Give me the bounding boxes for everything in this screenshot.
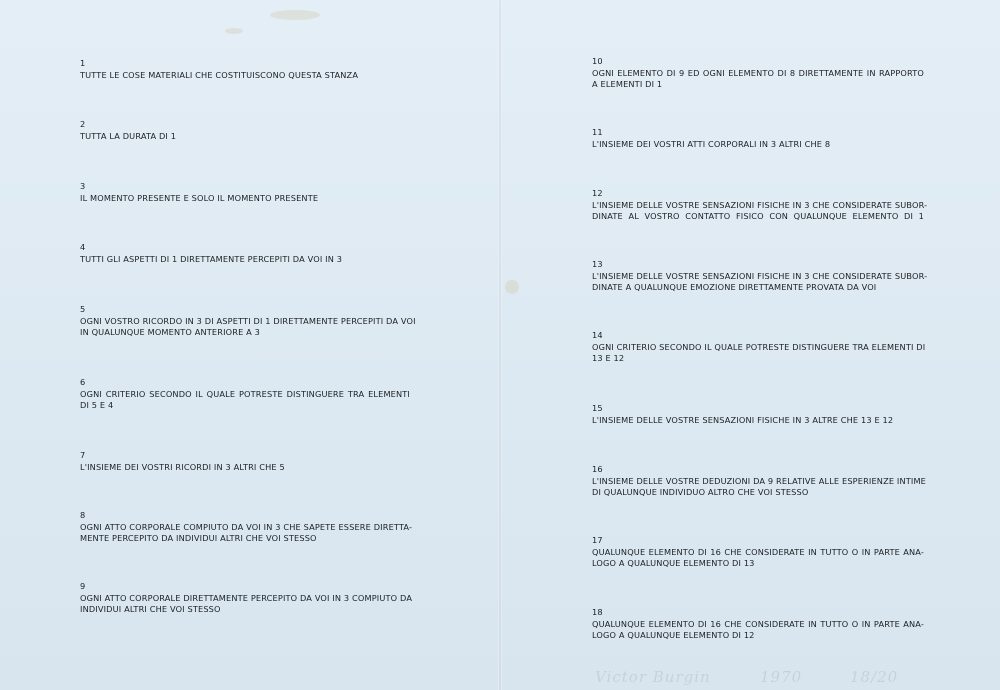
list-item <box>80 181 410 204</box>
list-item <box>592 535 924 570</box>
list-item <box>80 581 413 616</box>
item-line: L'INSIEME DEI VOSTRI RICORDI IN 3 ALTRI CHE 5 <box>80 462 285 473</box>
item-number: 6 <box>80 377 86 387</box>
list-item <box>592 464 927 499</box>
item-line: L'INSIEME DELLE VOSTRE SENSAZIONI FISICHE IN 3 CHE CONSIDERATE SUBOR- <box>592 200 928 211</box>
item-line: 13 E 12 <box>592 353 625 364</box>
item-number: 12 <box>592 188 603 198</box>
list-item <box>592 607 924 642</box>
item-line: A ELEMENTI DI 1 <box>592 79 663 90</box>
item-number: 14 <box>592 330 603 340</box>
list-item <box>80 304 416 339</box>
item-line: OGNI CRITERIO SECONDO IL QUALE POTRESTE DISTINGUERE TRA ELEMENTI <box>80 389 410 400</box>
item-number: 9 <box>80 581 86 591</box>
edition-number: 18/20 <box>850 668 899 686</box>
list-item <box>80 377 410 412</box>
item-line: MENTE PERCEPITO DA INDIVIDUI ALTRI CHE VOI STESSO <box>80 533 317 544</box>
list-item <box>592 259 928 294</box>
item-line: L'INSIEME DEI VOSTRI ATTI CORPORALI IN 3 ALTRI CHE 8 <box>592 139 831 150</box>
item-line: LOGO A QUALUNQUE ELEMENTO DI 13 <box>592 558 755 569</box>
list-item <box>592 56 924 91</box>
item-line: QUALUNQUE ELEMENTO DI 16 CHE CONSIDERATE IN TUTTO O IN PARTE ANA- <box>592 619 924 630</box>
item-number: 4 <box>80 242 86 252</box>
list-item <box>80 119 410 142</box>
item-line: OGNI VOSTRO RICORDO IN 3 DI ASPETTI DI 1 DIRETTAMENTE PERCEPITI DA VOI <box>80 316 416 327</box>
list-item <box>80 58 410 81</box>
item-line: DI 5 E 4 <box>80 400 114 411</box>
item-line: TUTTE LE COSE MATERIALI CHE COSTITUISCONO QUESTA STANZA <box>80 70 359 81</box>
item-line: TUTTI GLI ASPETTI DI 1 DIRETTAMENTE PERCEPITI DA VOI IN 3 <box>80 254 343 265</box>
item-number: 2 <box>80 119 86 129</box>
item-number: 8 <box>80 510 86 520</box>
item-line: DI QUALUNQUE INDIVIDUO ALTRO CHE VOI STESSO <box>592 487 809 498</box>
list-item <box>592 330 924 365</box>
item-line: OGNI ELEMENTO DI 9 ED OGNI ELEMENTO DI 8 DIRETTAMENTE IN RAPPORTO <box>592 68 924 79</box>
list-item <box>80 450 410 473</box>
left-page <box>0 0 498 690</box>
item-line: OGNI ATTO CORPORALE DIRETTAMENTE PERCEPITO DA VOI IN 3 COMPIUTO DA <box>80 593 413 604</box>
item-number: 1 <box>80 58 86 68</box>
item-number: 7 <box>80 450 86 460</box>
item-number: 13 <box>592 259 603 269</box>
list-item <box>592 188 928 223</box>
item-line: IL MOMENTO PRESENTE E SOLO IL MOMENTO PRESENTE <box>80 193 319 204</box>
item-line: IN QUALUNQUE MOMENTO ANTERIORE A 3 <box>80 327 261 338</box>
item-line: DINATE AL VOSTRO CONTATTO FISICO CON QUALUNQUE ELEMENTO DI 1 <box>592 211 924 222</box>
item-number: 3 <box>80 181 86 191</box>
artist-signature: Victor Burgin <box>595 668 711 686</box>
signature-year: 1970 <box>760 668 803 686</box>
item-line: L'INSIEME DELLE VOSTRE DEDUZIONI DA 9 RELATIVE ALLE ESPERIENZE INTIME <box>592 476 927 487</box>
item-line: QUALUNQUE ELEMENTO DI 16 CHE CONSIDERATE IN TUTTO O IN PARTE ANA- <box>592 547 924 558</box>
item-number: 18 <box>592 607 603 617</box>
item-number: 5 <box>80 304 86 314</box>
item-line: INDIVIDUI ALTRI CHE VOI STESSO <box>80 604 221 615</box>
item-line: OGNI ATTO CORPORALE COMPIUTO DA VOI IN 3 CHE SAPETE ESSERE DIRETTA- <box>80 522 413 533</box>
list-item <box>80 510 413 545</box>
list-item <box>592 127 924 150</box>
list-item <box>80 242 410 265</box>
item-line: LOGO A QUALUNQUE ELEMENTO DI 12 <box>592 630 755 641</box>
item-line: L'INSIEME DELLE VOSTRE SENSAZIONI FISICHE IN 3 ALTRE CHE 13 E 12 <box>592 415 894 426</box>
item-number: 10 <box>592 56 603 66</box>
item-line: TUTTA LA DURATA DI 1 <box>80 131 177 142</box>
right-page <box>502 0 1000 690</box>
item-number: 11 <box>592 127 603 137</box>
item-number: 16 <box>592 464 603 474</box>
item-line: OGNI CRITERIO SECONDO IL QUALE POTRESTE DISTINGUERE TRA ELEMENTI DI <box>592 342 926 353</box>
item-number: 15 <box>592 403 603 413</box>
list-item <box>592 403 924 426</box>
item-line: DINATE A QUALUNQUE EMOZIONE DIRETTAMENTE PROVATA DA VOI <box>592 282 877 293</box>
item-number: 17 <box>592 535 603 545</box>
item-line: L'INSIEME DELLE VOSTRE SENSAZIONI FISICHE IN 3 CHE CONSIDERATE SUBOR- <box>592 271 928 282</box>
